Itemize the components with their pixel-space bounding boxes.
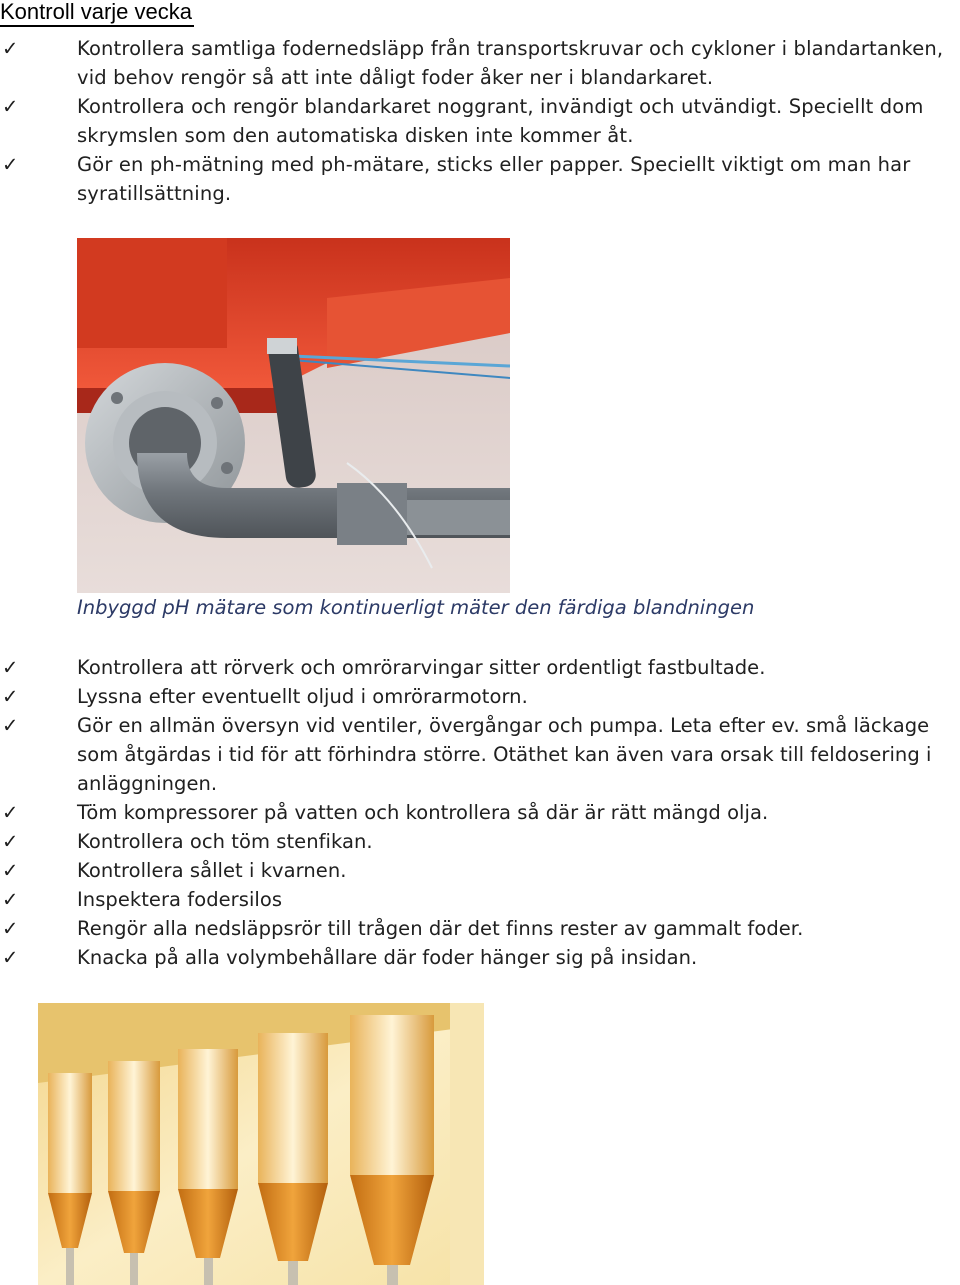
list-item	[0, 827, 960, 856]
checkmark-icon: ✓	[2, 830, 19, 853]
checkmark-icon: ✓	[2, 685, 19, 708]
list-item-text: Lyssna efter eventuellt oljud i omrörarmotorn.	[77, 685, 528, 708]
checkmark-icon: ✓	[2, 859, 19, 882]
list-item-text: Kontrollera samtliga fodernedsläpp från transportskruvar och cykloner i blandartanken, vid behov rengör så att inte dåligt foder åker ner i blandarkaret.	[77, 37, 944, 89]
feeder-dispensers-photo	[38, 1003, 484, 1285]
photo-caption: Inbyggd pH mätare som kontinuerligt mäter den färdiga blandningen	[77, 596, 755, 619]
checkmark-icon: ✓	[2, 95, 19, 118]
list-item-text: Kontrollera och töm stenfikan.	[77, 830, 373, 853]
list-item	[0, 798, 960, 827]
checkmark-icon: ✓	[2, 714, 19, 737]
list-item-text: Kontrollera sållet i kvarnen.	[77, 859, 347, 882]
list-item-text: Kontrollera och rengör blandarkaret noggrant, invändigt och utvändigt. Speciellt dom skrymslen som den automatiska disken inte kommer åt.	[77, 95, 924, 147]
checkmark-icon: ✓	[2, 37, 19, 60]
list-item-text: Gör en allmän översyn vid ventiler, övergångar och pumpa. Leta efter ev. små läckage som åtgärdas i tid för att förhindra större. Otäthet kan även vara orsak till feldosering i anläggningen.	[77, 714, 932, 795]
ph-meter-photo	[77, 238, 510, 593]
list-item-text: Rengör alla nedsläppsrör till trågen där det finns rester av gammalt foder.	[77, 917, 804, 940]
checkmark-icon: ✓	[2, 801, 19, 824]
list-item-text: Töm kompressorer på vatten och kontrollera så där är rätt mängd olja.	[77, 801, 769, 824]
list-item	[0, 34, 960, 92]
checkmark-icon: ✓	[2, 888, 19, 911]
checkmark-icon: ✓	[2, 656, 19, 679]
list-item	[0, 885, 960, 914]
list-item-text: Gör en ph-mätning med ph-mätare, sticks eller papper. Speciellt viktigt om man har syratillsättning.	[77, 153, 911, 205]
list-item	[0, 943, 960, 972]
weekly-check-list-bottom	[0, 653, 960, 972]
list-item	[0, 653, 960, 682]
section-title: Kontroll varje vecka	[0, 0, 192, 27]
checkmark-icon: ✓	[2, 917, 19, 940]
list-item-text: Kontrollera att rörverk och omrörarvingar sitter ordentligt fastbultade.	[77, 656, 766, 679]
list-item	[0, 856, 960, 885]
weekly-check-list-top	[0, 34, 960, 208]
list-item	[0, 682, 960, 711]
list-item	[0, 150, 960, 208]
checkmark-icon: ✓	[2, 153, 19, 176]
checkmark-icon: ✓	[2, 946, 19, 969]
list-item-text: Inspektera fodersilos	[77, 888, 283, 911]
list-item-text: Knacka på alla volymbehållare där foder hänger sig på insidan.	[77, 946, 698, 969]
list-item	[0, 711, 960, 798]
list-item	[0, 914, 960, 943]
list-item	[0, 92, 960, 150]
